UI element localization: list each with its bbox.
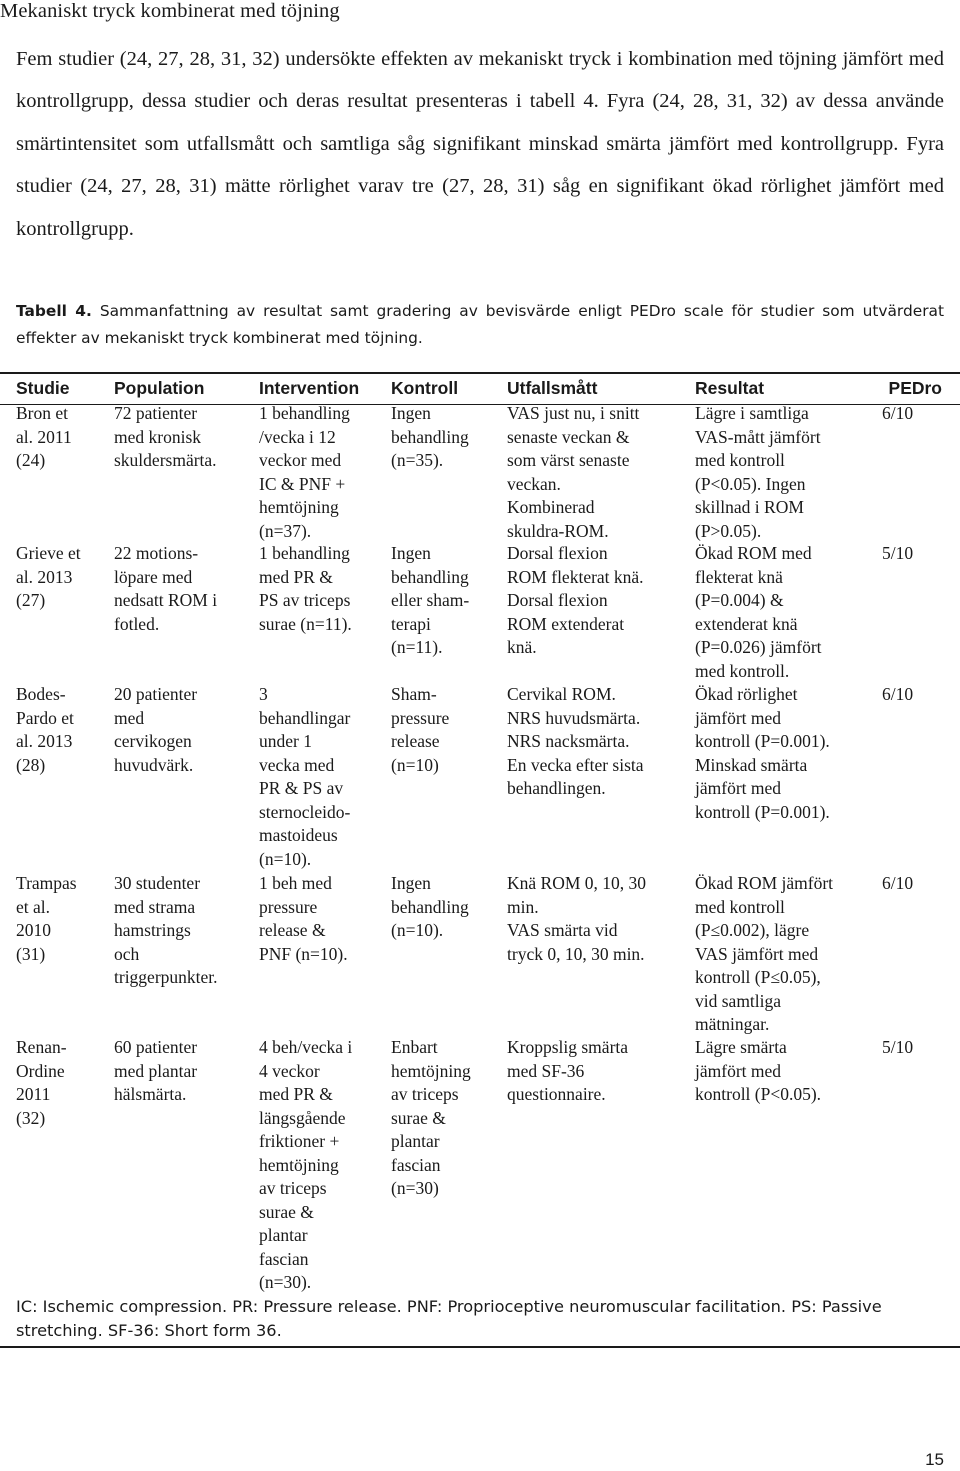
cell-kontroll-line: eller sham-: [391, 590, 470, 610]
cell-intervention-line: (n=37).: [259, 520, 312, 541]
cell-resultat-line: jämfört med: [695, 707, 782, 728]
cell-studie: [16, 402, 108, 473]
results-table: [0, 372, 960, 1292]
cell-resultat-line: kontroll (P≤0.05),: [695, 967, 821, 987]
cell-resultat-line: Ökad ROM jämfört: [695, 873, 834, 893]
table-bottom-rule: [0, 1346, 960, 1348]
cell-population-line: med: [114, 707, 145, 728]
cell-intervention-line: 4 veckor: [259, 1060, 320, 1081]
cell-studie: [16, 542, 108, 613]
cell-intervention-line: mastoideus: [259, 825, 338, 845]
cell-pedro: [882, 1036, 942, 1060]
cell-kontroll-line: Sham-: [391, 684, 437, 704]
cell-intervention-line: release &: [259, 920, 326, 940]
cell-utfallsmatt-line: veckan.: [507, 473, 561, 494]
cell-resultat: [695, 542, 871, 683]
cell-kontroll-line: hemtöjning: [391, 1060, 471, 1081]
cell-pedro-line: 5/10: [882, 1037, 914, 1057]
cell-utfallsmatt-line: knä.: [507, 637, 537, 657]
cell-intervention: [259, 1036, 387, 1295]
cell-intervention-line: sternocleido-: [259, 801, 351, 822]
cell-utfallsmatt-line: Kombinerad: [507, 497, 595, 517]
cell-kontroll-line: (n=30): [391, 1178, 439, 1198]
cell-population-line: 72 patienter: [114, 403, 198, 423]
cell-resultat-line: Lägre i samtliga: [695, 403, 809, 423]
cell-resultat-line: (P<0.05). Ingen: [695, 473, 806, 494]
cell-studie-line: (28): [16, 754, 46, 775]
cell-utfallsmatt-line: ROM extenderat: [507, 613, 625, 634]
cell-kontroll-line: plantar: [391, 1131, 440, 1151]
cell-resultat-line: med kontroll.: [695, 660, 790, 681]
cell-studie: [16, 872, 108, 966]
cell-intervention: [259, 872, 387, 966]
table-caption: [16, 298, 944, 352]
table-row: [0, 542, 960, 683]
cell-pedro: [882, 872, 942, 896]
cell-resultat-line: extenderat knä: [695, 613, 798, 634]
cell-pedro: [882, 683, 942, 707]
cell-utfallsmatt-line: Knä ROM 0, 10, 30: [507, 873, 647, 893]
cell-pedro-line: 6/10: [882, 403, 914, 423]
cell-utfallsmatt: [507, 542, 691, 660]
cell-kontroll-line: behandling: [391, 426, 469, 447]
cell-intervention: [259, 683, 387, 871]
cell-pedro: [882, 402, 942, 426]
cell-intervention: [259, 402, 387, 543]
cell-studie-line: (31): [16, 943, 46, 964]
page-number: 15: [925, 1450, 944, 1469]
cell-resultat-line: (P>0.05).: [695, 520, 762, 541]
cell-population-line: med strama: [114, 896, 196, 917]
cell-population-line: fotled.: [114, 613, 160, 634]
cell-intervention-line: under 1: [259, 731, 312, 751]
cell-utfallsmatt-line: VAS just nu, i snitt: [507, 403, 640, 423]
cell-studie-line: Trampas: [16, 873, 77, 893]
header-pedro: PEDro: [888, 378, 942, 398]
cell-studie-line: Renan-: [16, 1037, 67, 1057]
cell-intervention-line: längsgående: [259, 1107, 346, 1128]
table-row: [0, 872, 960, 1036]
cell-resultat-line: mätningar.: [695, 1014, 770, 1034]
cell-utfallsmatt-line: senaste veckan &: [507, 426, 630, 447]
cell-resultat: [695, 872, 871, 1037]
cell-utfallsmatt-line: som värst senaste: [507, 450, 630, 470]
cell-intervention-line: vecka med: [259, 754, 335, 775]
cell-resultat-line: med kontroll: [695, 450, 785, 470]
cell-utfallsmatt-line: Dorsal flexion: [507, 590, 608, 610]
cell-pedro: [882, 542, 942, 566]
cell-intervention-line: pressure: [259, 896, 318, 917]
cell-resultat-line: Ökad ROM med: [695, 543, 812, 563]
cell-intervention-line: fascian: [259, 1248, 309, 1269]
cell-studie-line: Bodes-: [16, 684, 66, 704]
header-population: Population: [114, 378, 205, 398]
cell-utfallsmatt-line: En vecka efter sista: [507, 754, 644, 775]
cell-resultat-line: med kontroll: [695, 896, 785, 917]
cell-resultat-line: VAS jämfört med: [695, 943, 819, 964]
cell-utfallsmatt-line: NRS huvudsmärta.: [507, 707, 641, 728]
cell-intervention-line: plantar: [259, 1225, 308, 1245]
cell-utfallsmatt-line: tryck 0, 10, 30 min.: [507, 943, 645, 964]
cell-resultat-line: jämfört med: [695, 778, 782, 798]
cell-studie-line: al. 2013: [16, 731, 73, 751]
cell-kontroll-line: (n=11).: [391, 637, 443, 657]
cell-pedro-line: 5/10: [882, 543, 914, 563]
cell-intervention-line: 1 beh med: [259, 873, 332, 893]
cell-population-line: 30 studenter: [114, 873, 201, 893]
cell-studie: [16, 683, 108, 777]
cell-resultat-line: skillnad i ROM: [695, 497, 804, 517]
cell-utfallsmatt-line: med SF-36: [507, 1060, 585, 1081]
cell-population-line: 60 patienter: [114, 1037, 198, 1057]
cell-resultat-line: flekterat knä: [695, 566, 783, 587]
cell-resultat-line: kontroll (P<0.05).: [695, 1084, 822, 1104]
cell-studie-line: Bron et: [16, 403, 69, 423]
cell-kontroll: [391, 872, 503, 943]
cell-intervention-line: 3: [259, 684, 268, 704]
cell-studie-line: 2010: [16, 920, 51, 940]
cell-studie-line: Grieve et: [16, 543, 81, 563]
cell-resultat-line: kontroll (P=0.001).: [695, 801, 830, 822]
cell-utfallsmatt-line: Kroppslig smärta: [507, 1037, 629, 1057]
cell-kontroll-line: release: [391, 731, 440, 751]
header-resultat: Resultat: [695, 378, 765, 398]
cell-utfallsmatt-line: NRS nacksmärta.: [507, 731, 630, 751]
table-row: [0, 402, 960, 542]
cell-population-line: 22 motions-: [114, 543, 199, 563]
body-paragraph: Fem studier (24, 27, 28, 31, 32) undersökte effekten av mekaniskt tryck i kombination med töjning jämfört med kontrollgrupp, dessa studier och deras resultat presenteras i tabell 4. Fyra (24, 28, 31, 32) av dessa använde smärtintensitet som utfallsmått och samtliga såg signifikant minskad smärta jämfört med kontrollgrupp. Fyra studier (24, 27, 28, 31) mätte rörlighet varav tre (27, 28, 31) såg en signifikant ökad rörlighet jämfört med kontrollgrupp.: [16, 48, 944, 240]
cell-intervention-line: veckor med: [259, 450, 342, 470]
cell-population: [114, 542, 254, 636]
cell-utfallsmatt-line: Cervikal ROM.: [507, 684, 616, 704]
cell-intervention-line: med PR &: [259, 566, 333, 587]
cell-population-line: hälsmärta.: [114, 1084, 187, 1104]
header-kontroll: Kontroll: [391, 378, 459, 398]
cell-kontroll: [391, 542, 503, 660]
cell-kontroll-line: pressure: [391, 707, 450, 728]
cell-intervention-line: 4 beh/vecka i: [259, 1037, 353, 1057]
cell-kontroll-line: (n=10).: [391, 920, 444, 940]
cell-intervention-line: (n=10).: [259, 848, 312, 869]
cell-kontroll-line: Ingen: [391, 543, 431, 563]
cell-intervention-line: 1 behandling: [259, 403, 350, 423]
cell-studie-line: Ordine: [16, 1060, 65, 1081]
cell-intervention-line: hemtöjning: [259, 497, 339, 517]
cell-population: [114, 683, 254, 777]
cell-studie-line: (24): [16, 450, 46, 470]
cell-resultat-line: vid samtliga: [695, 990, 782, 1011]
cell-kontroll-line: (n=35).: [391, 450, 444, 470]
cell-intervention-line: behandlingar: [259, 707, 351, 728]
cell-resultat-line: (P≤0.002), lägre: [695, 920, 810, 940]
cell-kontroll-line: terapi: [391, 613, 431, 634]
table-footnote: IC: Ischemic compression. PR: Pressure release. PNF: Proprioceptive neuromuscular facilitation. PS: Passive stretching. SF-36: Short form 36.: [16, 1297, 882, 1340]
caption-label: Tabell 4.: [16, 302, 92, 320]
cell-intervention-line: /vecka i 12: [259, 426, 336, 447]
cell-studie-line: (27): [16, 590, 46, 610]
cell-utfallsmatt: [507, 683, 691, 801]
header-studie: Studie: [16, 378, 70, 398]
cell-resultat-line: jämfört med: [695, 1060, 782, 1081]
cell-studie-line: al. 2011: [16, 426, 72, 447]
cell-resultat-line: VAS-mått jämfört: [695, 426, 821, 447]
cell-kontroll-line: behandling: [391, 566, 469, 587]
cell-kontroll: [391, 1036, 503, 1201]
cell-population: [114, 872, 254, 990]
cell-utfallsmatt-line: Dorsal flexion: [507, 543, 608, 563]
cell-population-line: nedsatt ROM i: [114, 590, 218, 610]
cell-intervention-line: friktioner +: [259, 1131, 340, 1151]
cell-intervention-line: PNF (n=10).: [259, 943, 348, 964]
cell-kontroll-line: Ingen: [391, 403, 431, 423]
cell-utfallsmatt-line: VAS smärta vid: [507, 920, 618, 940]
cell-intervention-line: surae &: [259, 1201, 314, 1222]
cell-kontroll-line: Ingen: [391, 873, 431, 893]
cell-population: [114, 402, 254, 473]
table-row: [0, 683, 960, 872]
cell-population-line: triggerpunkter.: [114, 967, 218, 987]
cell-resultat: [695, 402, 871, 543]
cell-population-line: hamstrings: [114, 920, 191, 940]
cell-kontroll-line: fascian: [391, 1154, 441, 1175]
cell-studie-line: 2011: [16, 1084, 51, 1104]
cell-utfallsmatt-line: behandlingen.: [507, 778, 606, 798]
cell-pedro-line: 6/10: [882, 873, 914, 893]
caption-text: Sammanfattning av resultat samt gradering av bevisvärde enligt PEDro scale för studier som utvärderat effekter av mekaniskt tryck kombinerat med töjning.: [16, 302, 944, 347]
header-utfallsmatt: Utfallsmått: [507, 378, 598, 398]
cell-intervention-line: hemtöjning: [259, 1154, 339, 1175]
table-row: [0, 1036, 960, 1294]
cell-resultat-line: Lägre smärta: [695, 1037, 787, 1057]
cell-intervention-line: PS av triceps: [259, 590, 351, 610]
cell-population-line: huvudvärk.: [114, 754, 194, 775]
cell-resultat-line: Minskad smärta: [695, 754, 808, 775]
cell-kontroll-line: Enbart: [391, 1037, 438, 1057]
cell-population-line: skuldersmärta.: [114, 450, 217, 470]
section-heading: Mekaniskt tryck kombinerat med töjning: [0, 0, 340, 22]
cell-intervention-line: av triceps: [259, 1178, 327, 1198]
cell-population-line: 20 patienter: [114, 684, 198, 704]
table-header-row: [0, 372, 960, 405]
header-intervention: Intervention: [259, 378, 360, 398]
cell-population-line: löpare med: [114, 566, 193, 587]
cell-resultat-line: (P=0.026) jämfört: [695, 637, 822, 657]
cell-kontroll-line: (n=10): [391, 754, 439, 775]
cell-intervention-line: surae (n=11).: [259, 613, 352, 634]
cell-studie-line: al. 2013: [16, 566, 73, 587]
cell-resultat: [695, 683, 871, 824]
cell-studie-line: Pardo et: [16, 707, 74, 728]
cell-intervention-line: (n=30).: [259, 1272, 312, 1292]
cell-resultat: [695, 1036, 871, 1107]
cell-utfallsmatt: [507, 872, 691, 966]
cell-resultat-line: (P=0.004) &: [695, 590, 784, 610]
cell-kontroll: [391, 402, 503, 473]
cell-utfallsmatt: [507, 1036, 691, 1107]
cell-intervention-line: IC & PNF +: [259, 473, 346, 494]
cell-pedro-line: 6/10: [882, 684, 914, 704]
cell-population-line: med kronisk: [114, 426, 202, 447]
cell-studie: [16, 1036, 108, 1130]
cell-kontroll-line: av triceps: [391, 1084, 459, 1104]
cell-studie-line: et al.: [16, 896, 51, 917]
cell-utfallsmatt-line: questionnaire.: [507, 1084, 606, 1104]
cell-kontroll-line: surae &: [391, 1107, 446, 1128]
cell-population: [114, 1036, 254, 1107]
cell-kontroll: [391, 683, 503, 777]
cell-utfallsmatt-line: min.: [507, 896, 539, 917]
cell-kontroll-line: behandling: [391, 896, 469, 917]
cell-utfallsmatt-line: skuldra-ROM.: [507, 520, 609, 541]
cell-intervention: [259, 542, 387, 636]
cell-utfallsmatt-line: ROM flekterat knä.: [507, 566, 644, 587]
cell-studie-line: (32): [16, 1107, 46, 1128]
cell-intervention-line: PR & PS av: [259, 778, 344, 798]
cell-intervention-line: 1 behandling: [259, 543, 350, 563]
cell-utfallsmatt: [507, 402, 691, 543]
cell-population-line: med plantar: [114, 1060, 198, 1081]
cell-population-line: och: [114, 943, 140, 964]
cell-intervention-line: med PR &: [259, 1084, 333, 1104]
cell-resultat-line: Ökad rörlighet: [695, 684, 798, 704]
cell-resultat-line: kontroll (P=0.001).: [695, 731, 830, 751]
cell-population-line: cervikogen: [114, 731, 192, 751]
